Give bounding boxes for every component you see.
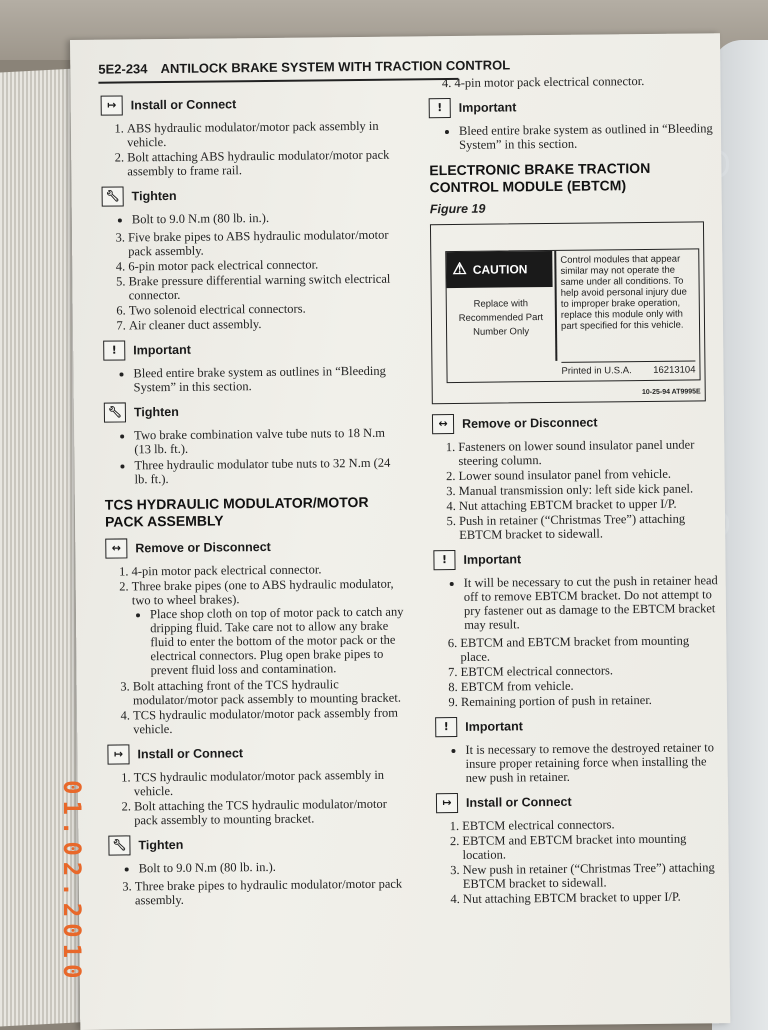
page-number: 5E2-234 <box>98 61 148 77</box>
install-list <box>436 816 722 906</box>
remove-disconnect-icon: ↔ <box>432 414 454 434</box>
important-heading: ! Important <box>429 95 714 118</box>
caution-footer <box>561 360 695 378</box>
install-connect-icon: ↦ <box>101 95 123 115</box>
list-item: 4. TCS hydraulic modulator/motor pack assembly from vehicle. <box>133 706 407 737</box>
important-bullets <box>103 364 403 395</box>
list-item: 4. Nut attaching EBTCM bracket to upper I/P. <box>459 496 718 513</box>
figure-19 <box>430 221 706 404</box>
bullet-item: • Bleed entire brake system as outlines in “Bleeding System” in this section. <box>133 364 403 395</box>
list-item: 9. Remaining portion of push in retainer. <box>461 692 720 709</box>
tighten-bullets <box>102 210 402 227</box>
important-heading: ! Important <box>103 338 403 361</box>
caution-label <box>445 248 700 383</box>
bullet-item: • Bolt to 9.0 N.m (80 lb. in.). <box>132 210 402 227</box>
remove-list <box>105 562 407 737</box>
list-item: 2. Three brake pipes (one to ABS hydraulic modulator, two to wheel brakes). • Place shop cloth on top of motor pack to catch any dripping fluid. Take care not to allow any brake fluid to enter the bottom of the motor pack or the electrical connectors. Plug open brake pipes to prevent fluid loss and contamination. <box>132 577 407 678</box>
important-heading: ! Important <box>433 547 718 570</box>
remove-list <box>432 437 718 542</box>
list-item: 2. Bolt attaching the TCS hydraulic modulator/motor pack assembly to mounting bracket. <box>134 797 408 828</box>
warning-triangle-icon: ⚠︎ <box>452 260 467 279</box>
important-bullets <box>435 740 720 785</box>
caution-divider <box>554 251 557 361</box>
list-item: 7. Air cleaner duct assembly. <box>129 316 403 333</box>
list-item: 4. 6-pin motor pack electrical connector. <box>128 257 402 274</box>
list-item: 3. Three brake pipes to hydraulic modulator/motor pack assembly. <box>135 876 409 907</box>
page-title: ANTILOCK BRAKE SYSTEM WITH TRACTION CONTROL <box>160 57 511 77</box>
tighten-heading: 🔧︎ Tighten <box>104 400 404 423</box>
install-connect-icon: ↦ <box>107 744 129 764</box>
list-item: 1. EBTCM electrical connectors. <box>462 816 721 833</box>
list-item: 2. Lower sound insulator panel from vehicle. <box>459 466 718 483</box>
figure-label: Figure 19 <box>429 201 486 217</box>
tighten-bullets <box>104 426 405 487</box>
important-exclamation-icon: ! <box>429 98 451 118</box>
list-item: 3. New push in retainer (“Christmas Tree”) attaching EBTCM bracket to sidewall. <box>463 860 722 891</box>
install-list-cont <box>109 876 409 907</box>
bullet-item: • Bleed entire brake system as outlined in “Bleeding System” in this section. <box>459 121 714 152</box>
bullet-item: • Bolt to 9.0 N.m (80 lb. in.). <box>139 858 409 875</box>
install-heading: ↦ Install or Connect <box>436 790 721 813</box>
caution-banner: ⚠︎ CAUTION <box>446 251 552 288</box>
important-bullets <box>429 121 714 152</box>
remove-list-cont <box>434 633 720 709</box>
bullet-item: • Three hydraulic modulator tube nuts to 32 N.m (24 lb. ft.). <box>134 456 404 487</box>
important-exclamation-icon: ! <box>433 550 455 570</box>
list-item: 5. Push in retainer (“Christmas Tree”) attaching EBTCM bracket to sidewall. <box>459 511 718 542</box>
install-heading: ↦ Install or Connect <box>107 742 407 765</box>
install-connect-icon: ↦ <box>436 793 458 813</box>
list-item: 3. Bolt attaching front of the TCS hydraulic modulator/motor pack assembly to mounting bracket. <box>133 677 407 708</box>
list-item: 3. Manual transmission only: left side kick panel. <box>459 481 718 498</box>
bullet-item: • Two brake combination valve tube nuts to 18 N.m (13 lb. ft.). <box>134 426 404 457</box>
list-item: 1. 4-pin motor pack electrical connector. <box>131 562 405 579</box>
install-list-cont <box>102 228 403 333</box>
tighten-wrench-icon: 🔧︎ <box>104 402 126 422</box>
bullet-item: • It will be necessary to cut the push in retainer head off to remove EBTCM bracket. Do not attempt to pry fastener out as damage to the EBTCM bracket may result. <box>464 573 720 632</box>
important-exclamation-icon: ! <box>435 717 457 737</box>
install-list <box>108 768 409 828</box>
printed-in-text: Printed in U.S.A. <box>561 365 632 377</box>
remove-disconnect-icon: ↔ <box>105 538 127 558</box>
left-column <box>101 85 410 912</box>
bullet-item: • Place shop cloth on top of motor pack to catch any dripping fluid. Take care not to allow any brake fluid to enter the bottom of the motor pack or the electrical connectors. Plug open brake pipes to prevent fluid loss and contamination. <box>150 605 407 678</box>
list-item: 1. Fasteners on lower sound insulator panel under steering column. <box>458 437 717 468</box>
remove-heading: ↔ Remove or Disconnect <box>105 536 405 559</box>
install-list <box>101 119 402 179</box>
sub-bullets <box>132 605 407 678</box>
important-exclamation-icon: ! <box>103 340 125 360</box>
list-item: 3. Five brake pipes to ABS hydraulic modulator/motor pack assembly. <box>128 228 402 259</box>
part-number: 16213104 <box>653 364 696 376</box>
figure-code: 10-25-94 AT9995E <box>641 388 701 397</box>
tighten-wrench-icon: 🔧︎ <box>108 835 130 855</box>
caution-warning-text: Control modules that appear similar may not operate the same under all conditions. To help avoid personal injury due to improper brake operation, replace this module only with part specified for this vehicle. <box>560 253 687 332</box>
list-item: 6. EBTCM and EBTCM bracket from mounting place. <box>460 633 719 664</box>
list-item: 5. Brake pressure differential warning switch electrical connector. <box>128 272 402 303</box>
tighten-wrench-icon: 🔧︎ <box>102 186 124 206</box>
bullet-item: • It is necessary to remove the destroyed retainer to insure proper retaining force when installing the new push in retainer. <box>465 740 720 785</box>
list-item: 1. ABS hydraulic modulator/motor pack assembly in vehicle. <box>127 119 401 150</box>
manual-page <box>70 33 730 1030</box>
list-item: 4. Nut attaching EBTCM bracket to upper I/P. <box>463 889 722 906</box>
list-item: 2. Bolt attaching ABS hydraulic modulator/motor pack assembly to frame rail. <box>127 148 401 179</box>
header-rule <box>98 78 458 84</box>
section-title: TCS HYDRAULIC MODULATOR/MOTOR PACK ASSEMBLY <box>104 493 369 530</box>
list-item: 1. TCS hydraulic modulator/motor pack assembly in vehicle. <box>134 768 408 799</box>
date-stamp: 01.02.2010 <box>58 780 86 985</box>
remove-list-cont <box>428 73 713 90</box>
section-title: ELECTRONIC BRAKE TRACTION CONTROL MODULE (EBTCM) <box>429 159 651 196</box>
remove-heading: ↔ Remove or Disconnect <box>432 411 717 434</box>
tighten-heading: 🔧︎ Tighten <box>108 833 408 856</box>
important-heading: ! Important <box>435 714 720 737</box>
list-item: 4. 4-pin motor pack electrical connector. <box>454 73 713 90</box>
list-item: 6. Two solenoid electrical connectors. <box>129 301 403 318</box>
tighten-heading: 🔧︎ Tighten <box>102 184 402 207</box>
list-item: 7. EBTCM electrical connectors. <box>461 662 720 679</box>
caution-replace-text: Replace with Recommended Part Number Only <box>458 298 544 338</box>
right-column <box>428 73 722 910</box>
install-heading: ↦ Install or Connect <box>101 93 401 116</box>
list-item: 2. EBTCM and EBTCM bracket into mounting location. <box>462 831 721 862</box>
tighten-bullets <box>109 858 409 875</box>
important-bullets <box>434 573 720 632</box>
list-item: 8. EBTCM from vehicle. <box>461 677 720 694</box>
